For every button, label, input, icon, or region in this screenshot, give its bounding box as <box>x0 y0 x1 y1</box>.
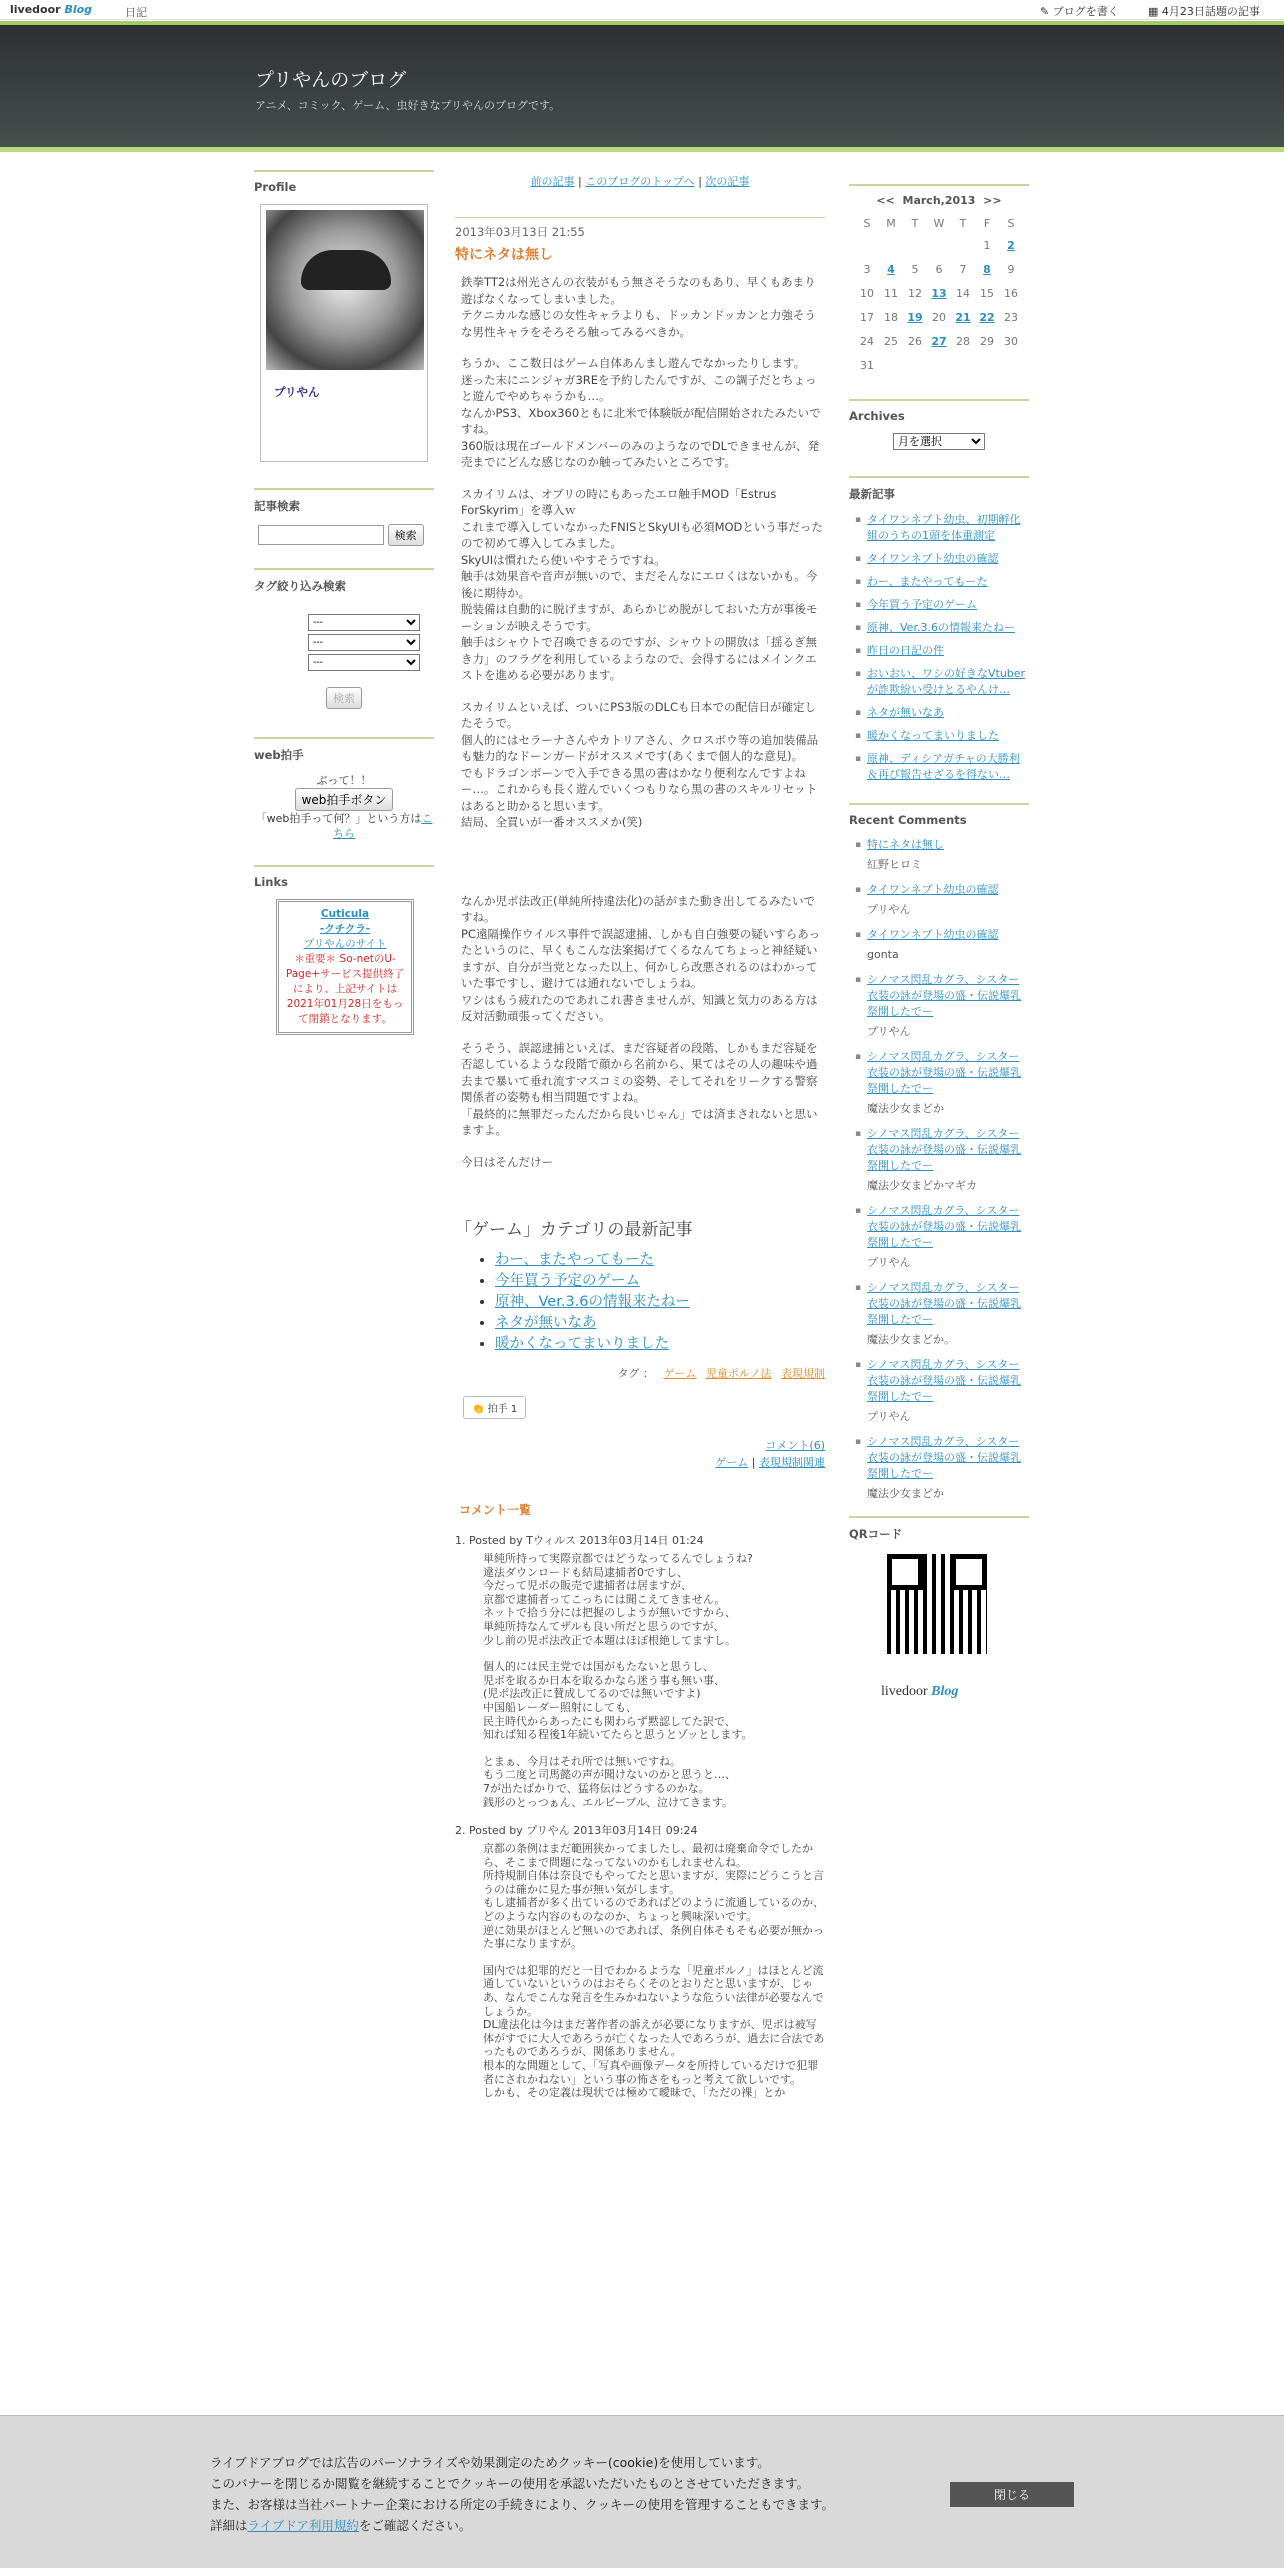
archives-select[interactable] <box>893 433 985 450</box>
calendar-weekday: F <box>983 216 991 230</box>
livedoor-blog-logo[interactable]: livedoor Blog <box>10 3 93 16</box>
category-item <box>495 1313 825 1334</box>
right-sidebar <box>849 170 1029 1700</box>
calendar-day-link[interactable]: 4 <box>887 262 895 276</box>
calendar-day <box>927 353 951 377</box>
calendar-day-link[interactable]: 22 <box>979 310 995 324</box>
category-item <box>495 1250 825 1271</box>
links-heading: Links <box>254 865 434 889</box>
tag-select-1[interactable] <box>308 614 420 631</box>
calendar-day: 26 <box>908 334 922 348</box>
calendar-day-link[interactable]: 21 <box>955 310 971 324</box>
clap-button[interactable]: 👏 拍手 1 <box>463 1396 526 1419</box>
profile-heading: Profile <box>254 170 434 194</box>
calendar-weekday: S <box>863 216 871 230</box>
main-content <box>455 168 825 2113</box>
calendar-prev[interactable]: << <box>876 194 895 207</box>
profile-name[interactable]: プリやん <box>274 385 320 399</box>
comment-paragraph: とまぁ、今月はそれ所では無いですね。 もう二度と司馬懿の声が聞けないのかと思うと…、 7が出たばかりで、猛将伝はどうするのかな。 銭形のとっつぁん、エルビーブル、泣けてきます。 <box>483 1754 736 1809</box>
recent-comment-link[interactable]: シノマス閃乱カグラ、シスター衣装の詠が登場の盛・伝説爆乳祭開したでー <box>867 1050 1021 1095</box>
recent-comment-link[interactable]: シノマス閃乱カグラ、シスター衣装の詠が登場の盛・伝説爆乳祭開したでー <box>867 1204 1021 1249</box>
comment-paragraph: 単純所持って実際京都ではどうなってるんでしょうね? 違法ダウンロードも結局逮捕者0ですし、 今だって児ポの販売で逮捕者は居ますが、 京都で逮捕者ってこっちには聞こえてきません。 ネットで拾う分には把握のしようが無いですから、 単純所持なんてザルも良い所だと思うのですが、 少し前の児ポ法改正で本題はほぼ根絶してますし。 <box>483 1552 753 1647</box>
comments-list <box>455 1532 825 2100</box>
recent-comment-entry <box>853 882 1029 898</box>
calendar-day <box>951 233 975 257</box>
archives-heading: Archives <box>849 399 1029 423</box>
link-kuchikura[interactable]: -クチクラ- <box>319 923 371 935</box>
recent-comment-author: プリやん <box>867 1025 911 1038</box>
calendar-day: 12 <box>908 286 922 300</box>
topic-link[interactable]: ▦ 4月23日話題の記事 <box>1148 5 1260 18</box>
article-paragraph: 今日はそんだけー <box>461 1154 553 1169</box>
recent-entry <box>853 512 1029 544</box>
tag-search-button[interactable]: 検索 <box>326 687 362 709</box>
calendar-day-link[interactable]: 2 <box>1007 238 1015 252</box>
calendar-weekday: T <box>911 216 919 230</box>
recent-comment-entry <box>853 1280 1029 1328</box>
calendar-day[interactable] <box>903 305 927 329</box>
cookie-text: ライブドアブログでは広告のパーソナライズや効果測定のためクッキー(cookie)を使用しています。 このバナーを閉じるか閲覧を継続することでクッキーの使用を承認いただいたものとさせていただきます。 また、お客様は当社パートナー企業における所定の手続きにより、クッキーの使用を管理することもできます。 詳細はライブドア利用規約をご確認ください。 <box>210 2455 835 2533</box>
blog-description: アニメ、コミック、ゲーム、虫好きなプリやんのブログです。 <box>255 99 561 112</box>
tag-link[interactable]: 表現規制 <box>781 1367 825 1380</box>
clap-count: 1 <box>510 1404 518 1415</box>
calendar-title: March,2013 <box>902 194 976 207</box>
recent-entry <box>853 728 1029 744</box>
link-priyan-site[interactable]: プリやんのサイト <box>303 938 387 950</box>
article-paragraph: なんか児ポ法改正(単純所持違法化)の話がまた動き出してるみたいですね。 PC遠隔操作ウイルス事件で誤認逮捕、しかも自白強要の疑いすらあったというのに、早くもこんな法案掲げてくるなんてちょっと神経疑いますが、自分が当党となった以上、何かしら改悪されるのはわかっていた事ですし、避けては通れないでしょうね。 ワシはもう疲れたのであれこれ書きませんが、知識と気力のある方は反対活動頑張ってください。 <box>461 893 821 1023</box>
tag-row <box>455 1365 825 1381</box>
calendar-day <box>903 353 927 377</box>
cookie-banner <box>0 2415 1284 2568</box>
calendar-day-link[interactable]: 13 <box>931 286 947 300</box>
recent-entry <box>853 666 1029 698</box>
recent-comment-entry <box>853 1126 1029 1174</box>
recent-comment-author: プリやん <box>867 903 911 916</box>
calendar-day: 10 <box>860 286 874 300</box>
cookie-close-button[interactable]: 閉じる <box>950 2482 1074 2507</box>
calendar-day <box>999 353 1023 377</box>
recent-comment-link[interactable]: シノマス閃乱カグラ、シスター衣装の詠が登場の盛・伝説爆乳祭開したでー <box>867 1435 1021 1480</box>
category-list <box>455 1250 825 1355</box>
recent-comment-author: 魔法少女まどか <box>867 1102 944 1115</box>
comment-paragraph: 個人的には民主党では国がもたないと思うし、 児ポを取るか日本を取るかなら迷う事も無い事、 (児ポ法改正に賛成してるのでは無いですよ) 中国船レーダー照射にしても、 民主時代からあったにも関わらず黙認してた訳で、 知れば知る程後1年続いてたらと思うとゾッとします。 <box>483 1660 753 1742</box>
link-cuticula[interactable]: Cuticula <box>320 908 370 920</box>
calendar-day: 30 <box>1004 334 1018 348</box>
comment-author: 1. Posted by Tウィルス 2013年03月14日 01:24 <box>469 1534 704 1547</box>
qr-code <box>887 1554 987 1654</box>
recent-comment-entry <box>853 837 1029 853</box>
calendar-day: 6 <box>935 262 943 276</box>
calendar-day[interactable] <box>927 281 951 305</box>
recent-entry <box>853 643 1029 659</box>
recent-entry <box>853 574 1029 590</box>
calendar-day[interactable] <box>999 233 1023 257</box>
recent-entry <box>853 597 1029 613</box>
recent-entries-heading: 最新記事 <box>849 476 1029 502</box>
category-link[interactable]: 今年買う予定のゲーム <box>495 1273 640 1289</box>
article-date: 2013年03月13日 21:55 <box>455 217 825 240</box>
tag-select-3[interactable] <box>308 654 420 671</box>
diary-link[interactable]: 日記 <box>125 6 147 19</box>
recent-entry-link[interactable]: おいおい、ワシの好きなVtuberが詐欺紛い受けとるやんけ… <box>867 667 1026 696</box>
avatar[interactable] <box>266 210 424 370</box>
blog-title[interactable]: プリやんのブログ <box>255 70 407 91</box>
comment-item <box>469 1822 825 2100</box>
recent-entry <box>853 551 1029 567</box>
calendar-day <box>879 353 903 377</box>
links-box <box>276 899 414 1035</box>
category-link[interactable]: 原神、Ver.3.6の情報来たねー <box>495 1294 691 1310</box>
blog-header <box>0 21 1284 147</box>
recent-comment-entry <box>853 972 1029 1020</box>
category-link[interactable]: 暖かくなってまいりました <box>495 1336 669 1352</box>
write-blog-link[interactable]: ✎ ブログを書く <box>1040 5 1119 18</box>
search-form <box>254 524 434 546</box>
calendar-weekday: M <box>886 216 896 230</box>
next-article-link[interactable]: 次の記事 <box>705 175 750 188</box>
recent-comment-author: プリやん <box>867 1256 911 1269</box>
category-game-link[interactable]: ゲーム <box>715 1456 749 1469</box>
footer-livedoor-logo[interactable]: livedoor Blog <box>881 1684 959 1699</box>
recent-entry-link[interactable]: ネタが無いなあ <box>867 706 944 719</box>
tag-search-heading: タグ絞り込み検索 <box>254 568 434 594</box>
calendar-day: 16 <box>1004 286 1018 300</box>
comments-heading: コメント一覧 <box>459 1503 532 1517</box>
pencil-icon: ✎ <box>1040 5 1050 18</box>
comment-item <box>469 1532 825 1809</box>
calendar-day[interactable] <box>879 257 903 281</box>
article-paragraph: 鉄拳TT2は州光さんの衣装がもう無さそうなのもあり、早くもあまり遊ばなくなってしまいました。 テクニカルな感じの女性キャラよりも、ドッカンドッカンと力強そうな男性キャラをそろそろ触ってみるべきか。 <box>461 275 816 339</box>
comment-body <box>483 1842 825 2100</box>
recent-entry-link[interactable]: 原神、Ver.3.6の情報来たねー <box>867 621 1015 634</box>
recent-entry-link[interactable]: 今年買う予定のゲーム <box>867 598 977 611</box>
recent-entry-link[interactable]: タイワンネブト幼虫、初期孵化組のうちの1頭を体重測定 <box>867 513 1021 542</box>
blog-top-link[interactable]: このブログのトップへ <box>585 175 695 188</box>
calendar-day <box>903 233 927 257</box>
calendar-weekday: S <box>1007 216 1015 230</box>
search-input[interactable] <box>258 525 384 545</box>
calendar-day: 11 <box>884 286 898 300</box>
category-item <box>495 1271 825 1292</box>
category-item <box>495 1334 825 1355</box>
comment-links: コメント(6) ゲーム | 表現規制関連 <box>715 1439 825 1469</box>
category-link[interactable]: ネタが無いなあ <box>495 1315 597 1331</box>
calendar-weekday: T <box>959 216 967 230</box>
recent-comments-list <box>849 837 1029 1502</box>
recent-comment-link[interactable]: 特にネタは無し <box>867 838 944 851</box>
calendar-day: 20 <box>932 310 946 324</box>
recent-entry-link[interactable]: 原神、ディシアガチャの大勝利＆再び報告せざるを得ない… <box>867 752 1020 781</box>
recent-entries-list <box>849 512 1029 783</box>
comment-paragraph: 国内では犯罪的だと一目でわかるような「児童ポルノ」はほとんど流通していないというのはおそらくそのとおりだと思いますが、じゃあ、なんでこんな発言を生みかねないような危うい法律が必要なんでしょうか。 DL違法化は今はまだ著作者の訴えが必要になりますが、児ポは被写体がすでに大人であろうが亡くなった人であろうが、過去に合法であったものであろうが、関係ありません。 根本的な問題として、「写真や画像データを所持しているだけで犯罪者にされかねない」という事の怖さをもっと考えて欲しいです。 しかも、その定義は現状では極めて曖昧で、「ただの裸」とか <box>483 1963 825 2100</box>
recent-comment-author: プリやん <box>867 1410 911 1423</box>
article-body <box>461 274 825 1170</box>
calendar-grid <box>855 213 1023 377</box>
article-nav: 前の記事 | このブログのトップへ | 次の記事 <box>530 175 750 188</box>
recent-comment-entry <box>853 1049 1029 1097</box>
qr-heading: QRコード <box>849 1516 1029 1542</box>
recent-comment-entry <box>853 1357 1029 1405</box>
calendar-day <box>855 233 879 257</box>
recent-comment-author: gonta <box>867 948 899 961</box>
category-item <box>495 1292 825 1313</box>
search-button[interactable]: 検索 <box>388 524 424 546</box>
comment-count-link[interactable]: コメント(6) <box>765 1439 825 1452</box>
comment-author: 2. Posted by プリやん 2013年03月14日 09:24 <box>469 1824 698 1838</box>
calendar-day: 1 <box>983 238 991 252</box>
recent-comment-entry <box>853 927 1029 943</box>
calendar-next[interactable]: >> <box>983 194 1002 207</box>
recent-comment-link[interactable]: シノマス閃乱カグラ、シスター衣装の詠が登場の盛・伝説爆乳祭開したでー <box>867 1358 1021 1403</box>
calendar-day: 31 <box>860 358 874 372</box>
recent-entry-link[interactable]: 暖かくなってまいりました <box>867 729 999 742</box>
category-link[interactable]: わー、またやってもーた <box>495 1252 654 1268</box>
article-paragraph: ちうか、ここ数日はゲーム自体あんまし遊んでなかったりします。 迷った末にニンジャガ3REを予約したんですが、この調子だとちょっと遊んでやめちゃうかも…。 なんかPS3、Xbox360ともに北米で体験版が配信開始されたみたいですね。 360版は現在ゴールドメンバーのみのようなのでDLできませんが、発売までにどんな感じなのか触ってみたいところです。 <box>461 356 821 469</box>
terms-link[interactable]: ライブドア利用規約 <box>247 2518 359 2533</box>
recent-entry-link[interactable]: わー、またやってもーた <box>867 575 988 588</box>
calendar-day: 5 <box>911 262 919 276</box>
category-heading: 「ゲーム」カテゴリの最新記事 <box>455 1220 693 1240</box>
category-regulation-link[interactable]: 表現規制関連 <box>759 1456 825 1469</box>
recent-comment-link[interactable]: シノマス閃乱カグラ、シスター衣装の詠が登場の盛・伝説爆乳祭開したでー <box>867 973 1021 1018</box>
top-bar <box>0 0 1284 20</box>
calendar-day: 29 <box>980 334 994 348</box>
left-sidebar <box>254 170 434 1035</box>
calendar-day: 25 <box>884 334 898 348</box>
calendar-day: 18 <box>884 310 898 324</box>
calendar-day: 28 <box>956 334 970 348</box>
calendar-weekday: W <box>933 216 945 230</box>
calendar-day: 17 <box>860 310 874 324</box>
calendar-day[interactable] <box>975 305 999 329</box>
webclap-box <box>254 773 434 841</box>
links-notice: ＊重要＊ So-netのU-Page+サービス提供終了により、上記サイトは2021年01月28日をもって閉鎖となります。 <box>285 953 405 1025</box>
recent-entry-link[interactable]: 昨日の日記の件 <box>867 644 944 657</box>
article-paragraph <box>461 846 825 878</box>
webclap-button[interactable]: web拍手ボタン <box>295 788 394 811</box>
calendar-day <box>975 353 999 377</box>
article-paragraph: そうそう、誤認逮捕といえば、まだ容疑者の段階、しかもまだ容疑を否認しているような段階で顔から名前から、果てはその人の趣味や過去まで暴いて垂れ流すマスコミの姿勢、そしてそれをリークする警察関係者の姿勢も相当問題ですよね。 「最終的に無罪だったんだから良いじゃん」では済まされないと思いますよ。 <box>461 1040 818 1137</box>
comment-paragraph: 京都の条例はまだ範囲狭かってましたし、最初は廃棄命令でしたから、そこまで問題になってないのかもしれませんね。 所持規制自体は奈良でもやってたと思いますが、実際にどうこうと言うのは確かに見た事が無い気がします。 もし逮捕者が多く出ているのであればどのように流通しているのか、どのような内容のものなのか、ちょっと興味深いです。 逆に効果がほとんど無いのであれば、条例自体そもそも必要が無かった事になりますが。 <box>483 1842 824 1951</box>
calendar-day <box>951 353 975 377</box>
comment-body <box>483 1552 825 1809</box>
article-paragraph: スカイリムは、オブリの時にもあったエロ触手MOD「Estrus ForSkyrim」を導入ｗ これまで導入していなかったFNISとSkyUIも必須MODという事だったので初めて導入してみました。 SkyUIは慣れたら使いやすそうですね。 触手は効果音や音声が無いので、まだそんなにエロくはないかも。今後に期待か。 脱装備は自動的に脱げますが、あらかじめ脱がしておいた方が事後モーションが映えそうです。 触手はシャウトで召喚できるのですが、シャウトの開放は「揺るぎ無き力」のフラグを利用しているようなので、会得するにはメインクエストを進める必要があります。 <box>461 486 823 682</box>
calendar-day <box>879 233 903 257</box>
calendar-day: 23 <box>1004 310 1018 324</box>
recent-comment-entry <box>853 1203 1029 1251</box>
calendar-day[interactable] <box>951 305 975 329</box>
recent-comment-link[interactable]: シノマス閃乱カグラ、シスター衣装の詠が登場の盛・伝説爆乳祭開したでー <box>867 1127 1021 1172</box>
recent-entry-link[interactable]: タイワンネブト幼虫の確認 <box>867 552 999 565</box>
calendar-day-link[interactable]: 19 <box>907 310 923 324</box>
calendar-day: 9 <box>1007 262 1015 276</box>
recent-comment-entry <box>853 1434 1029 1482</box>
calendar-day: 15 <box>980 286 994 300</box>
webclap-heading: web拍手 <box>254 737 434 763</box>
article-title[interactable]: 特にネタは無し <box>455 247 553 263</box>
webclap-help-text: 「web拍手って何？」という方は <box>255 812 422 825</box>
calendar-day: 14 <box>956 286 970 300</box>
recent-entry <box>853 705 1029 721</box>
article-paragraph: スカイリムといえば、ついにPS3版のDLCも日本での配信日が確定したそうで。 個人的にはセラーナさんやカトリアさん、クロスボウ等の追加装備品も魅力的なドーンガードがオススメです(あくまで個人的な意見)。 でもドラゴンボーンで入手できる黒の書はかなり便利なんですよねー…。これからも長く遊んでいくつもりなら黒の書のスキルリセットはあると助かると思います。 結局、全買いが一番オススメか(笑) <box>461 699 819 829</box>
recent-comment-author: 魔法少女まどか。 <box>867 1333 955 1346</box>
calendar-day[interactable] <box>975 257 999 281</box>
header-stripe <box>0 147 1284 152</box>
calendar-day-link[interactable]: 8 <box>983 262 991 276</box>
webclap-help-link[interactable]: こちら <box>333 812 433 840</box>
recent-comment-author: 魔法少女まどかマギカ <box>867 1179 977 1192</box>
profile-box <box>260 204 428 462</box>
calendar-day: 7 <box>959 262 967 276</box>
recent-comments-heading: Recent Comments <box>849 803 1029 827</box>
calendar-day: 24 <box>860 334 874 348</box>
calendar-day-link[interactable]: 27 <box>931 334 947 348</box>
recent-comment-author: 紅野ヒロミ <box>867 858 922 871</box>
recent-entry <box>853 751 1029 783</box>
recent-comment-author: 魔法少女まどか <box>867 1487 944 1500</box>
tags-label: タグ ： <box>617 1367 654 1380</box>
prev-article-link[interactable]: 前の記事 <box>530 175 575 188</box>
webclap-text: ぶって！！ <box>316 774 372 787</box>
calendar-day: 3 <box>863 262 871 276</box>
calendar-day <box>927 233 951 257</box>
recent-comment-link[interactable]: シノマス閃乱カグラ、シスター衣装の詠が登場の盛・伝説爆乳祭開したでー <box>867 1281 1021 1326</box>
recent-comment-link[interactable]: タイワンネブト幼虫の確認 <box>867 928 999 941</box>
recent-entry <box>853 620 1029 636</box>
tag-link[interactable]: ゲーム <box>663 1367 697 1380</box>
tag-link[interactable]: 児童ポルノ法 <box>705 1367 772 1380</box>
recent-comment-link[interactable]: タイワンネブト幼虫の確認 <box>867 883 999 896</box>
calendar <box>849 184 1029 377</box>
search-heading: 記事検索 <box>254 488 434 514</box>
clap-icon: 👏 <box>472 1404 485 1415</box>
calendar-day[interactable] <box>927 329 951 353</box>
tag-select-2[interactable] <box>308 634 420 651</box>
calendar-icon: ▦ <box>1148 5 1159 18</box>
